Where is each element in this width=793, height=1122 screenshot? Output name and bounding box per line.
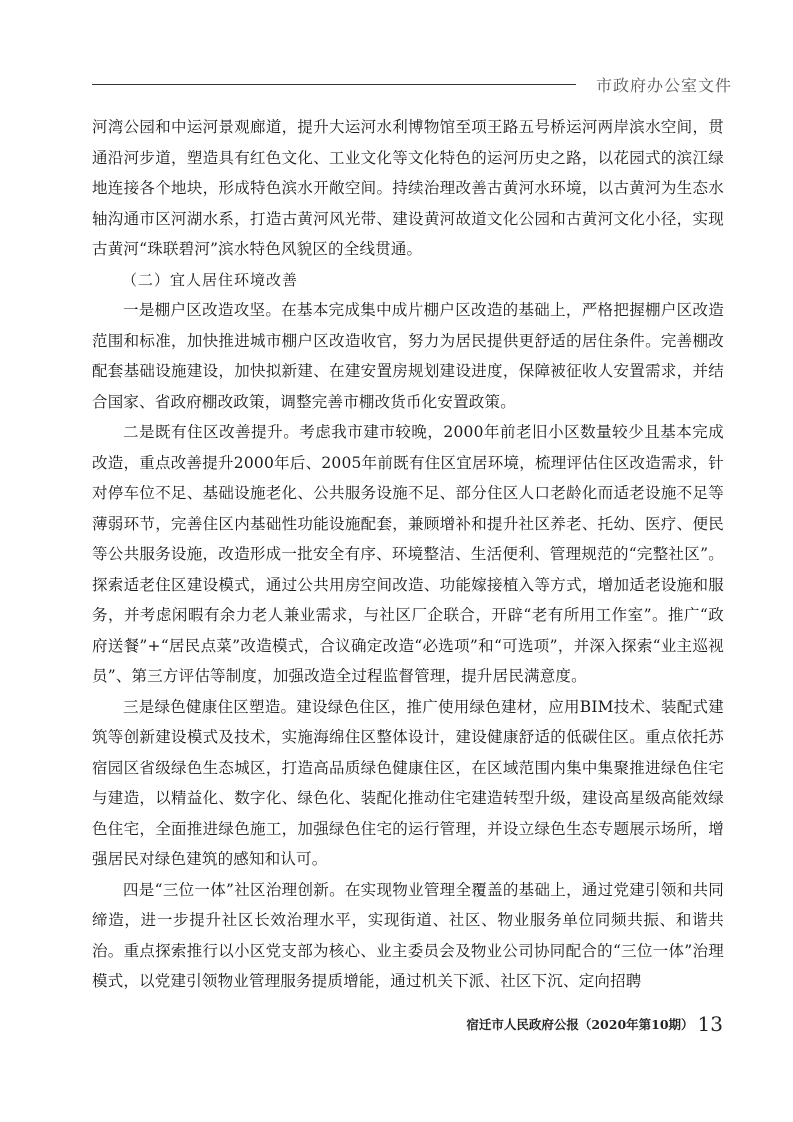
paragraph-shantytown: 一是棚户区改造攻坚。在基本完成集中成片棚户区改造的基础上，严格把握棚户区改造范围和标准，加快推进城市棚户区改造收官，努力为居民提供更舒适的居住条件。完善棚改配套基础设施建设，加快拟新建、在建安置房规划建设进度，保障被征收人安置需求，并结合国家、省政府棚改政策，调整完善市棚改货币化安置政策。 xyxy=(92,301,724,411)
paragraph-existing-residential: 二是既有住区改善提升。考虑我市建市较晚，2000年前老旧小区数量较少且基本完成改造，重点改善提升2000年后、2005年前既有住区宜居环境，梳理评估住区改造需求，针对停车位不足、基础设施老化、公共服务设施不足、部分住区人口老龄化而适老设施不足等薄弱环节，完善住区内基础性功能设施配套，兼顾增补和提升社区养老、托幼、医疗、便民等公共服务设施，改造形成一批安全有序、环境整洁、生活便利、管理规范的“完整社区”。探索适老住区建设模式，通过公共用房空间改造、功能嫁接植入等方式，增加适老设施和服务，并考虑闲暇有余力老人兼业需求，与社区厂企联合，开辟“老有所用工作室”。推广“政府送餐”+“居民点菜”改造模式，合议确定改造“必选项”和“可选项”，并深入探索“业主巡视员”、第三方评估等制度，加强改造全过程监督管理，提升居民满意度。 xyxy=(92,423,724,685)
page-header xyxy=(92,70,732,100)
publication-title: 宿迁市人民政府公报（2020年第10期） xyxy=(466,1017,694,1032)
paragraph-continued: 河湾公园和中运河景观廊道，提升大运河水利博物馆至项王路五号桥运河两岸滨水空间，贯通沿河步道，塑造具有红色文化、工业文化等文化特色的运河历史之路，以花园式的滨江绿地连接各个地块，形成特色滨水开敞空间。持续治理改善古黄河水环境，以古黄河为生态水轴沟通市区河湖水系，打造古黄河风光带、建设黄河故道文化公园和古黄河文化小径，实现古黄河“珠联碧河”滨水特色风貌区的全线贯通。 xyxy=(92,118,724,258)
header-rule xyxy=(92,84,576,85)
paragraph-community-governance: 四是“三位一体”社区治理创新。在实现物业管理全覆盖的基础上，通过党建引领和共同缔造，进一步提升社区长效治理水平，实现街道、社区、物业服务单位同频共振、和谐共治。重点探索推行以小区党支部为核心、业主委员会及物业公司协同配合的“三位一体”治理模式，以党建引领物业管理服务提质增能，通过机关下派、社区下沉、定向招聘 xyxy=(92,880,724,990)
document-body xyxy=(92,112,724,997)
header-label: 市政府办公室文件 xyxy=(595,76,732,95)
section-subheading: （二）宜人居住环境改善 xyxy=(122,270,299,289)
paragraph-green-residential: 三是绿色健康住区塑造。建设绿色住区，推广使用绿色建材，应用BIM技术、装配式建筑等创新建设模式及技术，实施海绵住区整体设计，建设健康舒适的低碳住区。重点依托苏宿园区省级绿色生态城区，打造高品质绿色健康住区，在区域范围内集中集聚推进绿色住宅与建造，以精益化、数字化、绿色化、装配化推动住宅建造转型升级，建设高星级高能效绿色住宅，全面推进绿色施工，加强绿色住宅的运行管理，并设立绿色生态专题展示场所，增强居民对绿色建筑的感知和认可。 xyxy=(92,697,724,868)
page-footer xyxy=(466,1012,723,1036)
page-number: 13 xyxy=(697,1012,723,1036)
